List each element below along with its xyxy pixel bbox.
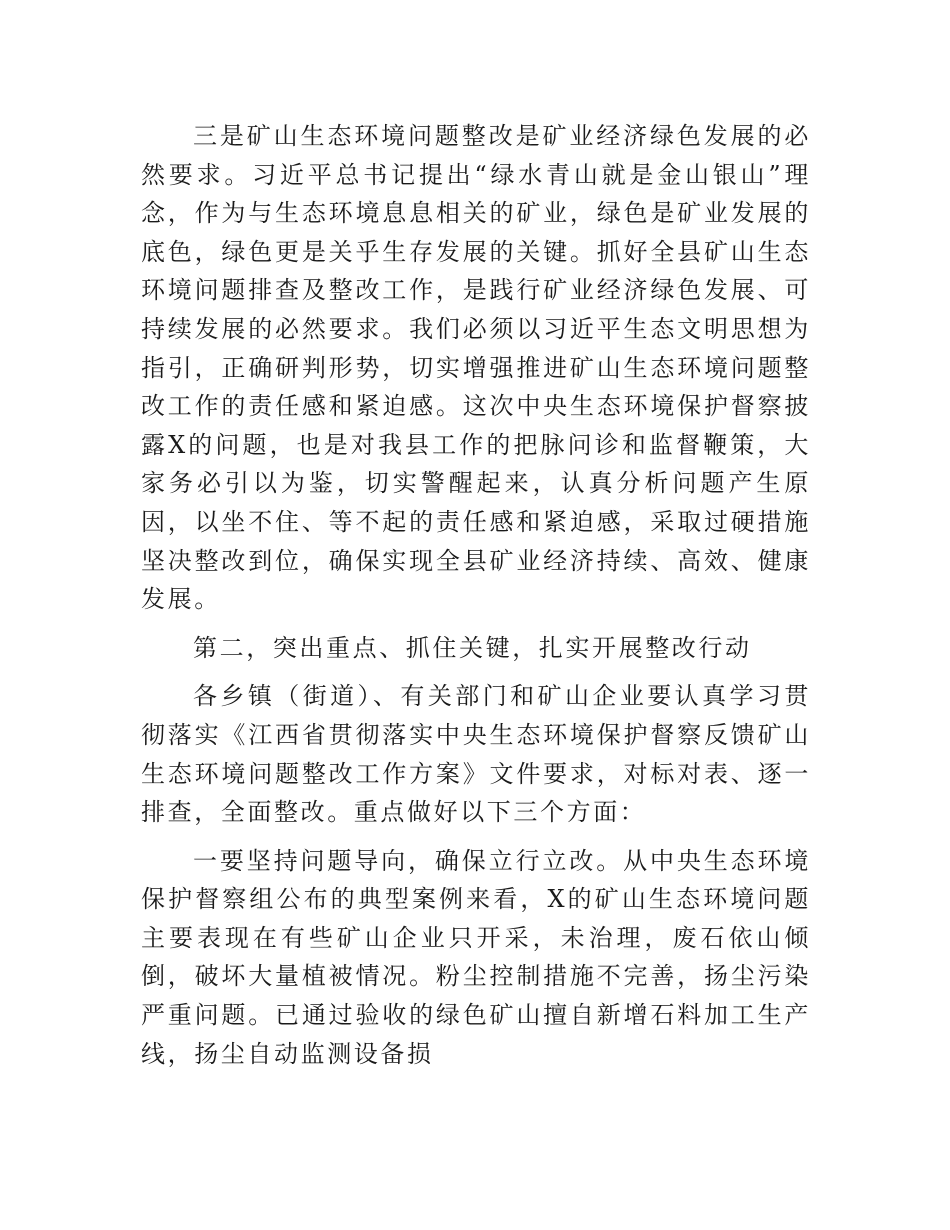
section-heading-second: 第二，突出重点、抓住关键，扎实开展整改行动 <box>193 633 752 662</box>
paragraph-implementation-requirements: 各乡镇（街道）、有关部门和矿山企业要认真学习贯彻落实《江西省贯彻落实中央生态环境保护督察反馈矿山生态环境问题整改工作方案》文件要求，对标对表、逐一排查，全面整改。重点做好以下三个方面： <box>141 682 811 827</box>
paragraph-mining-green-development: 三是矿山生态环境问题整改是矿业经济绿色发展的必然要求。习近平总书记提出“绿水青山就是金山银山”理念，作为与生态环境息息相关的矿业，绿色是矿业发展的底色，绿色更是关乎生存发展的关键。抓好全县矿山生态环境问题排查及整改工作，是践行矿业经济绿色发展、可持续发展的必然要求。我们必须以习近平生态文明思想为指引，正确研判形势，切实增强推进矿山生态环境问题整改工作的责任感和紧迫感。这次中央生态环境保护督察披露X的问题，也是对我县工作的把脉问诊和监督鞭策，大家务必引以为鉴，切实警醒起来，认真分析问题产生原因，以坐不住、等不起的责任感和紧迫感，采取过硬措施坚决整改到位，确保实现全县矿业经济持续、高效、健康发展。 <box>141 122 811 614</box>
document-body <box>141 117 811 1083</box>
paragraph-problem-orientation: 一要坚持问题导向，确保立行立改。从中央生态环境保护督察组公布的典型案例来看，X的矿山生态环境问题主要表现在有些矿山企业只开采，未治理，废石依山倾倒，破坏大量植被情况。粉尘控制措施不完善，扬尘污染严重问题。已通过验收的绿色矿山擅自新增石料加工生产线，扬尘自动监测设备损 <box>141 846 811 1068</box>
